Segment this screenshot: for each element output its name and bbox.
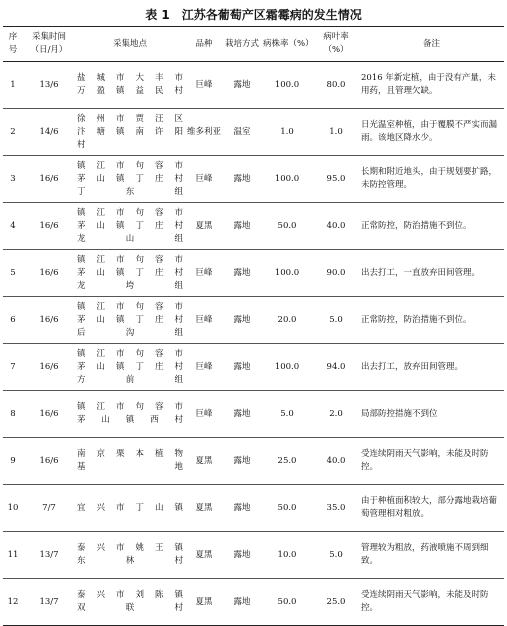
header-leaf-rate: 病叶率（%） bbox=[313, 27, 359, 62]
cell-note: 由于种植面积较大，部分露地栽培葡萄管理相对粗放。 bbox=[359, 485, 504, 532]
cell-disease-rate: 100.0 bbox=[261, 156, 313, 203]
location-line: 盐城市大丰市 bbox=[77, 73, 183, 83]
cell-note: 受连续阴雨天气影响，未能及时防控。 bbox=[359, 438, 504, 485]
location-line: 基地 bbox=[77, 462, 183, 472]
location-line: 双联村 bbox=[77, 603, 183, 613]
cell-location bbox=[75, 438, 185, 485]
cell-mode: 露地 bbox=[223, 62, 261, 109]
location-line: 茅山镇丁庄村 bbox=[77, 314, 183, 325]
cell-seq: 9 bbox=[3, 438, 23, 485]
location-line: 后沟组 bbox=[77, 327, 183, 338]
cell-mode: 露地 bbox=[223, 391, 261, 438]
cell-mode: 露地 bbox=[223, 250, 261, 297]
location-line: 龙山组 bbox=[77, 233, 183, 244]
table-row bbox=[3, 485, 504, 532]
cell-date: 7/7 bbox=[23, 485, 75, 532]
cell-location bbox=[75, 297, 185, 344]
cell-leaf-rate: 90.0 bbox=[313, 250, 359, 297]
header-seq: 序号 bbox=[3, 27, 23, 62]
cell-location bbox=[75, 156, 185, 203]
cell-mode: 露地 bbox=[223, 297, 261, 344]
cell-date: 16/6 bbox=[23, 391, 75, 438]
cell-mode: 露地 bbox=[223, 156, 261, 203]
table-row bbox=[3, 109, 504, 156]
header-location: 采集地点 bbox=[75, 27, 185, 62]
cell-variety: 巨峰 bbox=[185, 250, 223, 297]
header-mode: 栽培方式 bbox=[223, 27, 261, 62]
location-line: 镇江市句容市 bbox=[77, 301, 183, 312]
cell-variety: 巨峰 bbox=[185, 297, 223, 344]
cell-variety: 夏黑 bbox=[185, 203, 223, 250]
cell-variety: 巨峰 bbox=[185, 62, 223, 109]
cell-note: 局部防控措施不到位 bbox=[359, 391, 504, 438]
cell-disease-rate: 25.0 bbox=[261, 438, 313, 485]
cell-note: 出去打工，放弃田间管理。 bbox=[359, 344, 504, 391]
cell-location bbox=[75, 109, 185, 156]
cell-variety: 夏黑 bbox=[185, 532, 223, 579]
header-date: 采集时间（日/月） bbox=[23, 27, 75, 62]
cell-variety: 夏黑 bbox=[185, 485, 223, 532]
header-notes: 备注 bbox=[359, 27, 504, 62]
location-line: 泰兴市刘陈镇 bbox=[77, 590, 183, 600]
header-row bbox=[3, 27, 504, 62]
cell-disease-rate: 10.0 bbox=[261, 532, 313, 579]
cell-location bbox=[75, 579, 185, 626]
cell-variety: 维多利亚 bbox=[185, 109, 223, 156]
cell-disease-rate: 50.0 bbox=[261, 203, 313, 250]
disease-table bbox=[3, 26, 504, 626]
location-line: 汴塘镇南许阳 bbox=[77, 126, 183, 137]
cell-variety: 夏黑 bbox=[185, 579, 223, 626]
cell-leaf-rate: 1.0 bbox=[313, 109, 359, 156]
cell-seq: 8 bbox=[3, 391, 23, 438]
cell-mode: 露地 bbox=[223, 344, 261, 391]
location-line: 龙垮组 bbox=[77, 280, 183, 291]
location-line: 镇江市句容市 bbox=[77, 160, 183, 171]
table-row bbox=[3, 532, 504, 579]
cell-disease-rate: 100.0 bbox=[261, 62, 313, 109]
cell-leaf-rate: 5.0 bbox=[313, 532, 359, 579]
cell-location bbox=[75, 62, 185, 109]
cell-seq: 5 bbox=[3, 250, 23, 297]
cell-note: 2016 年新定植，由于没有产量，未用药，且管理欠缺。 bbox=[359, 62, 504, 109]
location-line: 镇江市句容市 bbox=[77, 402, 183, 412]
cell-mode: 露地 bbox=[223, 579, 261, 626]
cell-date: 13/6 bbox=[23, 62, 75, 109]
location-line: 茅山镇丁庄村 bbox=[77, 267, 183, 278]
cell-seq: 7 bbox=[3, 344, 23, 391]
location-line: 茅山镇丁庄村 bbox=[77, 220, 183, 231]
location-line: 茅山镇丁庄村 bbox=[77, 173, 183, 184]
cell-note: 长期和附近地头，由于规划要扩路，未防控管理。 bbox=[359, 156, 504, 203]
table-row bbox=[3, 250, 504, 297]
location-line: 徐州市贾汪区 bbox=[77, 113, 183, 124]
cell-note: 正常防控，防治措施不到位。 bbox=[359, 297, 504, 344]
cell-location bbox=[75, 532, 185, 579]
cell-location bbox=[75, 391, 185, 438]
cell-seq: 10 bbox=[3, 485, 23, 532]
cell-date: 13/7 bbox=[23, 532, 75, 579]
cell-seq: 3 bbox=[3, 156, 23, 203]
cell-date: 13/7 bbox=[23, 579, 75, 626]
cell-leaf-rate: 2.0 bbox=[313, 391, 359, 438]
location-line: 镇江市句容市 bbox=[77, 207, 183, 218]
cell-date: 16/6 bbox=[23, 250, 75, 297]
location-line: 泰兴市姚王镇 bbox=[77, 543, 183, 553]
header-variety: 品种 bbox=[185, 27, 223, 62]
table-caption: 表 1 江苏各葡萄产区霜霉病的发生情况 bbox=[145, 8, 362, 22]
cell-seq: 6 bbox=[3, 297, 23, 344]
cell-leaf-rate: 94.0 bbox=[313, 344, 359, 391]
table-row bbox=[3, 156, 504, 203]
cell-mode: 露地 bbox=[223, 532, 261, 579]
header-disease-rate: 病株率（%） bbox=[261, 27, 313, 62]
cell-mode: 温室 bbox=[223, 109, 261, 156]
table-row bbox=[3, 62, 504, 109]
table-row bbox=[3, 438, 504, 485]
cell-disease-rate: 100.0 bbox=[261, 250, 313, 297]
cell-note: 正常防控，防治措施不到位。 bbox=[359, 203, 504, 250]
location-line: 东林村 bbox=[77, 556, 183, 566]
cell-date: 16/6 bbox=[23, 344, 75, 391]
cell-leaf-rate: 25.0 bbox=[313, 579, 359, 626]
location-line: 方前组 bbox=[77, 374, 183, 385]
cell-date: 16/6 bbox=[23, 297, 75, 344]
location-line: 茅山镇西村 bbox=[77, 415, 183, 425]
table-row bbox=[3, 203, 504, 250]
cell-mode: 露地 bbox=[223, 485, 261, 532]
cell-seq: 11 bbox=[3, 532, 23, 579]
cell-mode: 露地 bbox=[223, 438, 261, 485]
location-line: 丁东组 bbox=[77, 186, 183, 197]
cell-seq: 1 bbox=[3, 62, 23, 109]
cell-leaf-rate: 5.0 bbox=[313, 297, 359, 344]
table-row bbox=[3, 344, 504, 391]
cell-disease-rate: 50.0 bbox=[261, 579, 313, 626]
cell-date: 16/6 bbox=[23, 156, 75, 203]
cell-location bbox=[75, 203, 185, 250]
cell-leaf-rate: 95.0 bbox=[313, 156, 359, 203]
location-line: 宜兴市丁山镇 bbox=[77, 502, 183, 513]
cell-seq: 12 bbox=[3, 579, 23, 626]
table-row bbox=[3, 579, 504, 626]
cell-variety: 巨峰 bbox=[185, 344, 223, 391]
cell-seq: 2 bbox=[3, 109, 23, 156]
cell-mode: 露地 bbox=[223, 203, 261, 250]
table-row bbox=[3, 297, 504, 344]
location-line: 万盈镇益民村 bbox=[77, 86, 183, 96]
cell-date: 14/6 bbox=[23, 109, 75, 156]
cell-date: 16/6 bbox=[23, 438, 75, 485]
cell-note: 受连续阴雨天气影响，未能及时防控。 bbox=[359, 579, 504, 626]
cell-disease-rate: 5.0 bbox=[261, 391, 313, 438]
cell-disease-rate: 1.0 bbox=[261, 109, 313, 156]
cell-note: 日光温室种植，由于覆膜不严实而漏雨。该地区降水少。 bbox=[359, 109, 504, 156]
table-body bbox=[3, 62, 504, 626]
location-line: 茅山镇丁庄村 bbox=[77, 361, 183, 372]
cell-leaf-rate: 40.0 bbox=[313, 438, 359, 485]
cell-leaf-rate: 40.0 bbox=[313, 203, 359, 250]
cell-disease-rate: 20.0 bbox=[261, 297, 313, 344]
cell-variety: 夏黑 bbox=[185, 438, 223, 485]
cell-seq: 4 bbox=[3, 203, 23, 250]
cell-location bbox=[75, 344, 185, 391]
cell-location bbox=[75, 250, 185, 297]
cell-disease-rate: 50.0 bbox=[261, 485, 313, 532]
location-line: 村 bbox=[77, 139, 86, 150]
cell-note: 管理较为粗放，药液喷施不周到细致。 bbox=[359, 532, 504, 579]
cell-leaf-rate: 35.0 bbox=[313, 485, 359, 532]
cell-note: 出去打工，一直放弃田间管理。 bbox=[359, 250, 504, 297]
cell-disease-rate: 100.0 bbox=[261, 344, 313, 391]
cell-date: 16/6 bbox=[23, 203, 75, 250]
location-line: 镇江市句容市 bbox=[77, 348, 183, 359]
cell-leaf-rate: 80.0 bbox=[313, 62, 359, 109]
location-line: 镇江市句容市 bbox=[77, 254, 183, 265]
table-row bbox=[3, 391, 504, 438]
cell-location bbox=[75, 485, 185, 532]
location-line: 南京栗本植物 bbox=[77, 449, 183, 459]
cell-variety: 巨峰 bbox=[185, 156, 223, 203]
cell-variety: 巨峰 bbox=[185, 391, 223, 438]
